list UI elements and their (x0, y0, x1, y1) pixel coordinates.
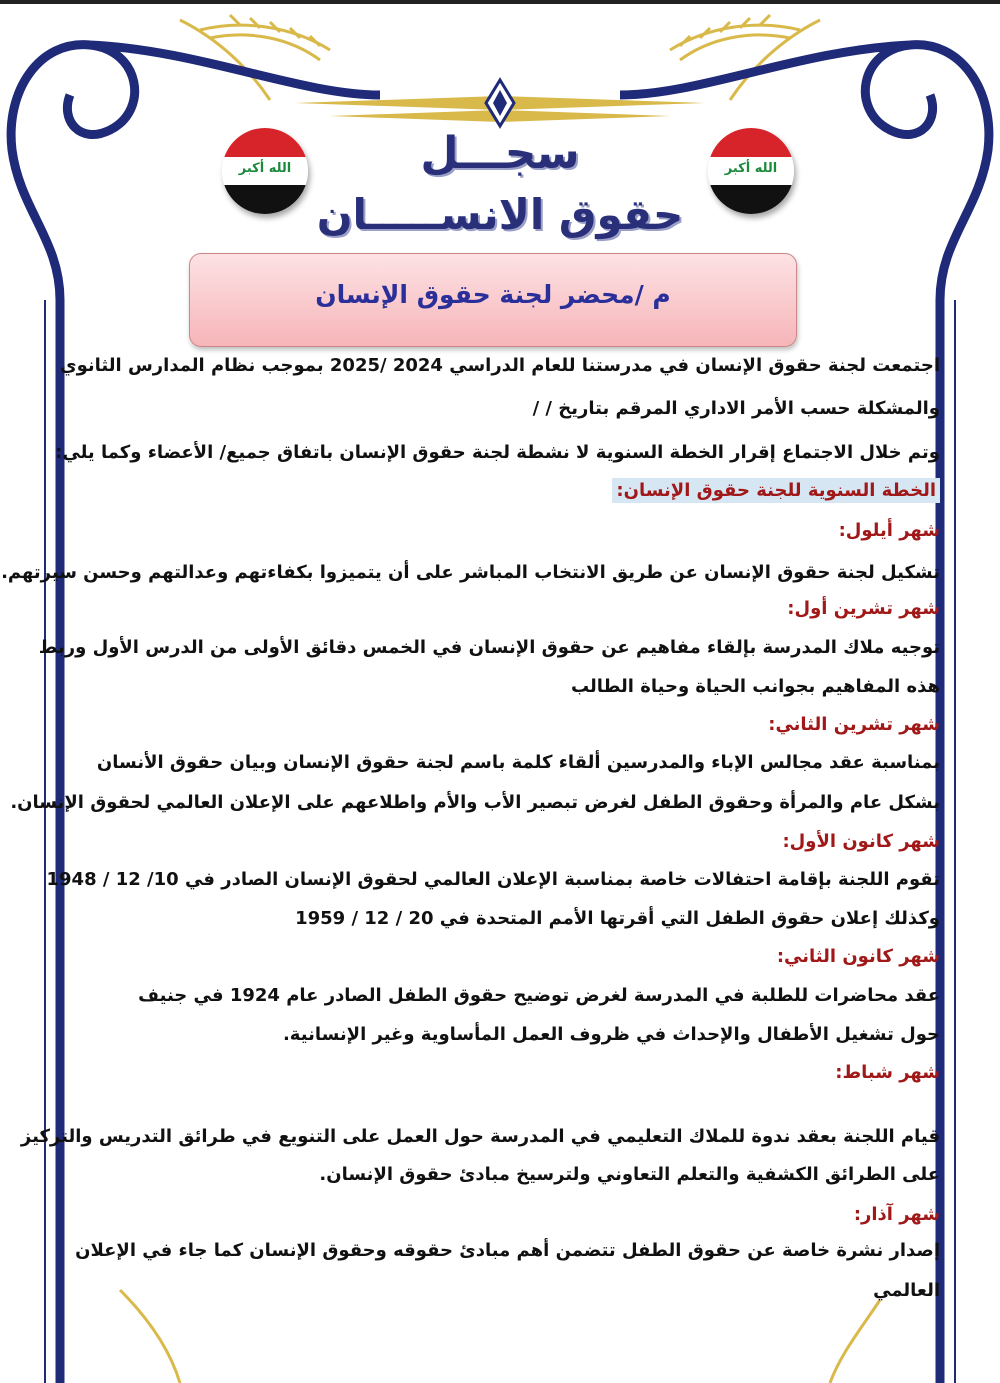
month-text-line: حول تشغيل الأطفال والإحداث في ظروف العمل المأساوية وغير الإنسانية. (282, 1024, 940, 1045)
title-register: سجـــل (420, 128, 580, 179)
month-text-line: عقد محاضرات للطلبة في المدرسة لغرض توضيح حقوق الطفل الصادر عام 1924 في جنيف (138, 985, 940, 1006)
month-text-line: تشكيل لجنة حقوق الإنسان عن طريق الانتخاب المباشر على أن يتميزوا بكفاءتهم وعدالتهم وحسن سيرتهم. (1, 562, 940, 583)
month-heading: شهر أيلول: (838, 520, 940, 541)
banner-text: م /محضر لجنة حقوق الإنسان (315, 280, 671, 309)
month-text-line: العالمي (873, 1280, 940, 1301)
month-text-line: على الطرائق الكشفية والتعلم التعاوني ولترسيخ مبادئ حقوق الإنسان. (319, 1164, 940, 1185)
minutes-banner (189, 253, 797, 347)
month-text-line: تقوم اللجنة بإقامة احتفالات خاصة بمناسبة الإعلان العالمي لحقوق الإنسان الصادر في 10/ 12 / 1948 (46, 869, 940, 890)
annual-plan-title: الخطة السنوية للجنة حقوق الإنسان: (612, 478, 940, 503)
month-text-line: هذه المفاهيم بجوانب الحياة وحياة الطالب (570, 676, 940, 697)
intro-line-1: اجتمعت لجنة حقوق الإنسان في مدرستنا للعام الدراسي 2024 /2025 بموجب نظام المدارس الثانوي (60, 355, 940, 376)
month-text-line: بشكل عام والمرأة وحقوق الطفل لغرض تبصير الأب والأم واطلاعهم على الإعلان العالمي لحقوق الإنسان. (10, 792, 940, 813)
month-heading: شهر تشرين أول: (787, 598, 940, 619)
month-heading: شهر شباط: (835, 1062, 940, 1083)
flag-script: الله أكبر (724, 160, 778, 176)
month-heading: شهر كانون الأول: (782, 831, 940, 852)
month-text-line: إصدار نشرة خاصة عن حقوق الطفل تتضمن أهم مبادئ حقوقه وحقوق الإنسان كما جاء في الإعلان (75, 1240, 940, 1261)
month-text-line: قيام اللجنة بعقد ندوة للملاك التعليمي في المدرسة حول العمل على التنويع في طرائق التدريس والتركيز (20, 1126, 940, 1147)
title-human-rights: حقوق الانســـــان (316, 190, 684, 239)
wheat-ornament-bottom (120, 1290, 880, 1383)
flag-script: الله أكبر (238, 160, 292, 176)
month-text-line: توجيه ملاك المدرسة بإلقاء مفاهيم عن حقوق الإنسان في الخمس دقائق الأولى من الدرس الأول وربط (38, 637, 940, 658)
month-heading: شهر تشرين الثاني: (768, 714, 940, 735)
month-text-line: وكذلك إعلان حقوق الطفل التي أقرتها الأمم المتحدة في 20 / 12 / 1959 (295, 908, 940, 929)
intro-line-2: والمشكلة حسب الأمر الاداري المرقم بتاريخ / / (532, 398, 940, 419)
month-text-line: بمناسبة عقد مجالس الإباء والمدرسين ألقاء كلمة باسم لجنة حقوق الإنسان وبيان حقوق الأنسان (96, 752, 940, 773)
month-heading: شهر كانون الثاني: (776, 946, 940, 967)
intro-line-3: وتم خلال الاجتماع إقرار الخطة السنوية لا نشطة لجنة حقوق الإنسان باتفاق جميع/ الأعضاء وكما يلي: (55, 442, 940, 463)
month-heading: شهر آذار: (853, 1204, 940, 1225)
diamond-ornament (295, 80, 705, 126)
